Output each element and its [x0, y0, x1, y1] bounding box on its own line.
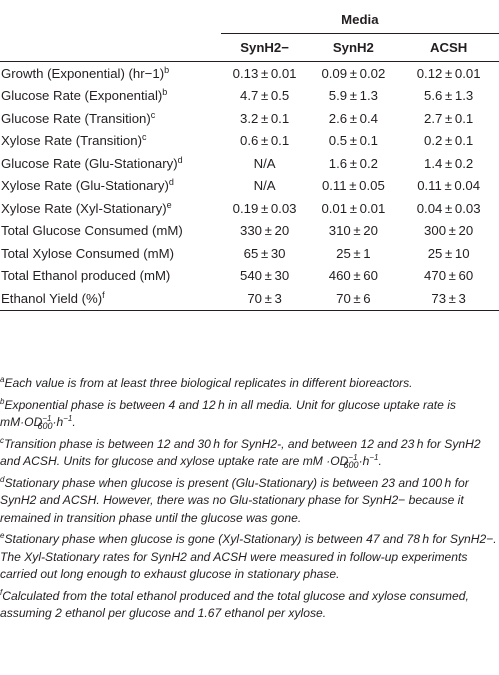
table-row: [0, 62, 499, 85]
row-label: [0, 130, 221, 153]
table-cell: 5.6 ± 1.3: [424, 88, 474, 104]
row-label-text: Xylose Rate (Xyl-Stationary): [1, 200, 167, 216]
table-row: [0, 265, 499, 288]
table-cell: 0.01 ± 0.01: [321, 200, 386, 216]
table-cell: 73 ± 3: [398, 287, 499, 310]
column-header-synh2-minus: SynH2−: [221, 34, 309, 62]
footnote-f: [0, 588, 499, 623]
footnote-mark: d: [0, 474, 5, 484]
table-cell: 2.6 ± 0.4: [328, 110, 378, 126]
table-cell: 1.4 ± 0.2: [424, 155, 474, 171]
footnote-b: [0, 397, 499, 432]
footnote-text: Calculated from the total ethanol produced and the total glucose and xylose consumed, assuming 2 ethanol per glucose and 1.67 ethanol per xylose.: [0, 588, 469, 621]
footnote-subscript: 600: [37, 421, 53, 432]
footnote-e: [0, 531, 499, 583]
table-cell: 540 ± 30: [239, 268, 290, 284]
footnote-text: Stationary phase when glucose is gone (Xyl-Stationary) is between 47 and 78 h for SynH2−. The Xyl-Stationary rates for SynH2 and ACSH were measured in follow-up experiments carried out long enough to exhaust glucose in stationary phase.: [0, 532, 497, 581]
footnote-exponent: −1: [369, 453, 379, 463]
table-row: [0, 85, 499, 108]
table-body: [0, 62, 499, 311]
row-label: [0, 152, 221, 175]
footnotes: [0, 375, 499, 627]
row-label-text: Glucose Rate (Exponential): [1, 88, 163, 104]
table-cell: 0.12 ± 0.01: [416, 65, 481, 81]
footnote-ref: d: [177, 154, 183, 165]
results-table: [0, 3, 499, 311]
table-cell: 460 ± 60: [328, 268, 378, 284]
table-cell: 70 ± 6: [308, 287, 398, 310]
row-label: [0, 107, 221, 130]
table-row: [0, 287, 499, 310]
table-cell: 65 ± 30: [243, 245, 286, 261]
table-cell: 0.13 ± 0.01: [232, 65, 297, 81]
row-label-text: Growth (Exponential) (hr−1): [1, 65, 165, 81]
table-cell: 0.11 ± 0.04: [417, 178, 481, 194]
row-label: [0, 265, 221, 288]
table-cell: 0.09 ± 0.02: [321, 65, 386, 81]
row-label-text: Total Ethanol produced (mM): [1, 268, 171, 284]
empty-header-cell: [0, 3, 221, 34]
footnote-text: .: [72, 415, 76, 430]
footnote-text: .: [378, 454, 382, 469]
media-header: Media: [221, 3, 499, 34]
table-group-header-row: [0, 3, 499, 34]
table-cell: 2.7 ± 0.1: [424, 110, 474, 126]
table-cell: 470 ± 60: [424, 268, 474, 284]
column-header-label: [0, 34, 221, 62]
row-label-text: Total Xylose Consumed (mM): [1, 245, 174, 261]
row-label-text: Glucose Rate (Glu-Stationary): [1, 155, 178, 171]
row-label: [0, 287, 221, 310]
row-label-text: Ethanol Yield (%): [1, 290, 103, 306]
footnote-ref: c: [141, 132, 147, 143]
footnote-exponent: −1: [348, 453, 358, 463]
table-row: [0, 220, 499, 243]
table-row: [0, 197, 499, 220]
footnote-c: [0, 436, 499, 471]
footnote-text: Transition phase is between 12 and 30 h for SynH2-, and between 12 and 23 h for SynH2 and ACSH. Units for glucose and xylose uptake rate are mM ·OD: [0, 436, 481, 469]
footnote-ref: e: [166, 199, 172, 210]
footnote-exponent: −1: [42, 414, 52, 424]
table-cell: 0.11 ± 0.05: [321, 178, 385, 194]
row-label: [0, 175, 221, 198]
footnote-text: ·h: [358, 454, 370, 469]
footnote-mark: b: [0, 396, 5, 406]
table-cell: 0.2 ± 0.1: [424, 133, 474, 149]
footnote-a: [0, 375, 499, 392]
footnote-exponent: −1: [63, 414, 73, 424]
table-cell: 25 ± 1: [336, 245, 371, 261]
table-cell: 0.04 ± 0.03: [416, 200, 481, 216]
table-cell: N/A: [253, 155, 276, 171]
row-label: [0, 220, 221, 243]
table-row: [0, 175, 499, 198]
footnote-subscript: 600: [343, 460, 359, 471]
table-column-header-row: [0, 34, 499, 62]
footnote-ref: f: [102, 289, 105, 300]
table-cell: 4.7 ± 0.5: [239, 88, 290, 104]
footnote-text: ·h: [52, 415, 64, 430]
footnote-ref: c: [150, 109, 156, 120]
row-label-text: Xylose Rate (Transition): [1, 133, 142, 149]
footnote-d: [0, 475, 499, 527]
table-cell: 0.6 ± 0.1: [239, 133, 290, 149]
table-cell: 0.5 ± 0.1: [328, 133, 378, 149]
row-label-text: Glucose Rate (Transition): [1, 110, 151, 126]
table-cell: N/A: [253, 178, 276, 194]
table-row: [0, 107, 499, 130]
table-cell: 5.9 ± 1.3: [328, 88, 378, 104]
table-cell: 300 ± 20: [424, 223, 474, 239]
column-header-acsh: ACSH: [398, 34, 499, 62]
footnote-ref: b: [162, 87, 168, 98]
footnote-mark: e: [0, 531, 5, 541]
table-cell: 1.6 ± 0.2: [328, 155, 378, 171]
footnote-text: Exponential phase is between 4 and 12 h in all media. Unit for glucose uptake rate is mM·OD: [0, 397, 456, 430]
row-label-text: Xylose Rate (Glu-Stationary): [1, 178, 169, 194]
table-row: [0, 152, 499, 175]
row-label: [0, 197, 221, 220]
table-cell: 0.19 ± 0.03: [232, 200, 297, 216]
row-label-text: Total Glucose Consumed (mM): [1, 223, 183, 239]
row-label: [0, 62, 221, 85]
table-row: [0, 242, 499, 265]
table-cell: 70 ± 3: [221, 287, 309, 310]
footnote-mark: a: [0, 375, 5, 384]
column-header-synh2: SynH2: [308, 34, 398, 62]
table-row: [0, 130, 499, 153]
footnote-ref: d: [168, 177, 174, 188]
table-cell: 330 ± 20: [239, 223, 290, 239]
table-cell: 3.2 ± 0.1: [239, 110, 290, 126]
row-label: [0, 242, 221, 265]
table-cell: 310 ± 20: [328, 223, 378, 239]
footnote-mark: f: [0, 587, 3, 597]
footnote-mark: c: [0, 435, 4, 445]
table-cell: 25 ± 10: [427, 245, 470, 261]
footnote-text: Stationary phase when glucose is present (Glu-Stationary) is between 23 and 100 h for SynH2 and ACSH. However, there was no Glu-stationary phase for SynH2− because it remained in transition phase until the glucose was gone.: [0, 475, 469, 525]
footnote-text: Each value is from at least three biological replicates in different bioreactors.: [4, 376, 413, 390]
footnote-ref: b: [164, 64, 170, 75]
row-label: [0, 85, 221, 108]
